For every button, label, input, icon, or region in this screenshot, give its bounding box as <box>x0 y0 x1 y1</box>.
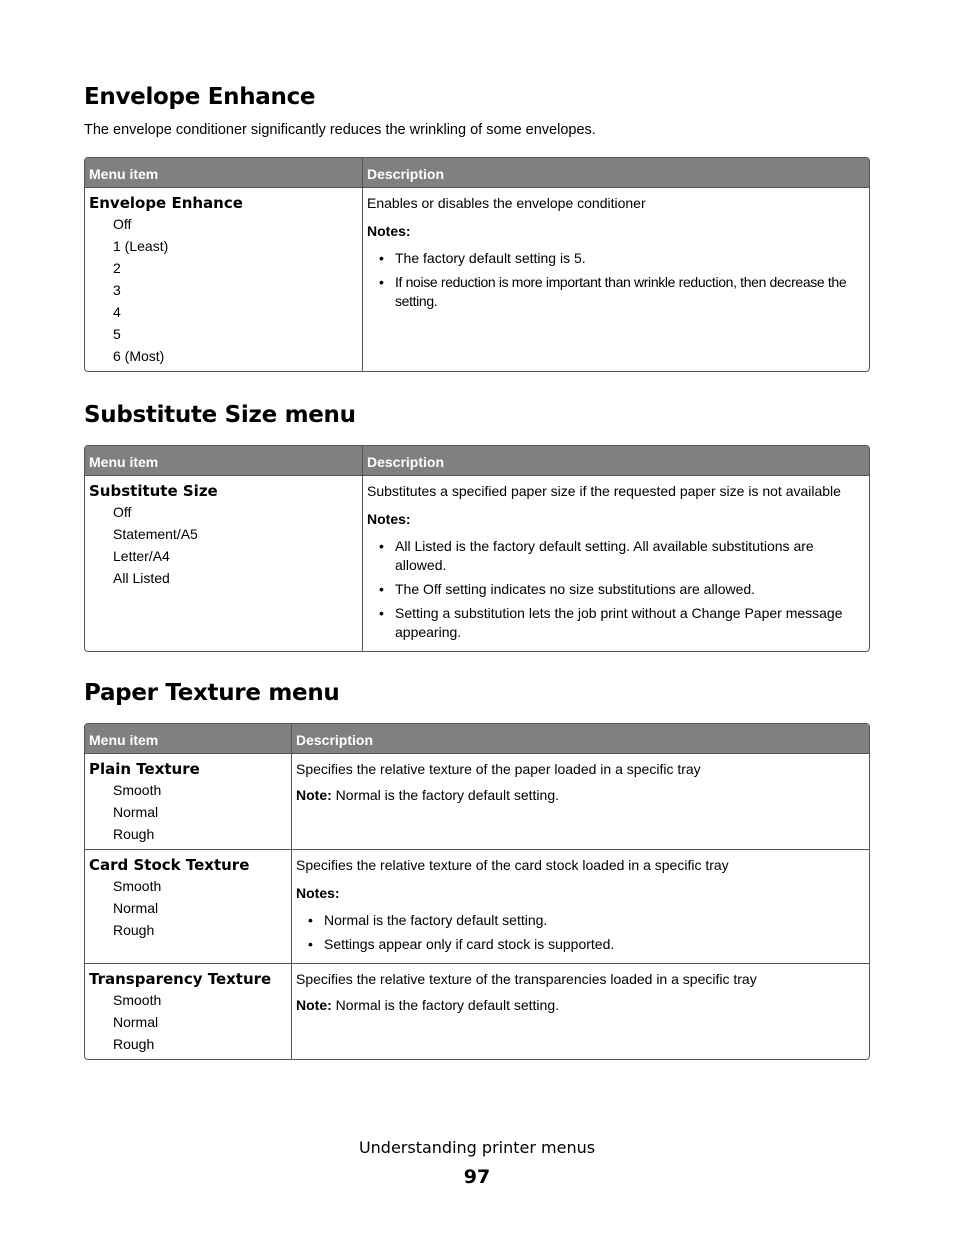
notes-list <box>367 537 865 642</box>
table-row <box>85 188 869 371</box>
menu-item-column-header: Menu item <box>85 158 362 188</box>
substitute-size-table <box>84 445 870 652</box>
notes-label: Notes: <box>367 511 411 527</box>
description-column-header: Description <box>362 158 869 188</box>
option-value: Smooth <box>113 992 162 1008</box>
option-value: All Listed <box>113 570 170 586</box>
table-header-row <box>85 446 869 476</box>
option-value: Rough <box>113 922 155 938</box>
description-text: Substitutes a specified paper size if the requested paper size is not available <box>367 483 841 499</box>
option-value: 2 <box>113 260 121 276</box>
note-item: • Settings appear only if card stock is supported. <box>324 935 865 954</box>
note-line <box>296 996 865 1014</box>
note-label: Note: <box>296 997 332 1013</box>
note-item: • The factory default setting is 5. <box>395 249 865 268</box>
menu-item-cell <box>85 849 291 963</box>
description-cell <box>291 754 869 849</box>
option-value: 3 <box>113 282 121 298</box>
paper-texture-table <box>84 723 870 1060</box>
option-value: Rough <box>113 1036 155 1052</box>
option-value: Normal <box>113 1014 159 1030</box>
table-row <box>85 963 869 1059</box>
description-cell <box>291 849 869 963</box>
description-column-header: Description <box>362 446 869 476</box>
menu-item-cell <box>85 188 362 371</box>
description-text: Specifies the relative texture of the transparencies loaded in a specific tray <box>296 971 757 987</box>
notes-list <box>296 911 865 954</box>
description-column-header: Description <box>291 724 869 754</box>
description-cell <box>291 963 869 1059</box>
option-value: Smooth <box>113 782 162 798</box>
option-value: Off <box>113 216 132 232</box>
option-value: Normal <box>113 900 159 916</box>
paper-texture-heading: Paper Texture menu <box>84 680 340 706</box>
menu-item-column-header: Menu item <box>85 724 291 754</box>
description-text: Specifies the relative texture of the paper loaded in a specific tray <box>296 761 701 777</box>
notes-label: Notes: <box>367 223 411 239</box>
substitute-size-heading: Substitute Size menu <box>84 402 356 428</box>
note-item: • The Off setting indicates no size substitutions are allowed. <box>395 580 865 599</box>
option-value: Letter/A4 <box>113 548 170 564</box>
menu-item-name: Envelope Enhance <box>89 194 243 212</box>
envelope-intro-text: The envelope conditioner significantly reduces the wrinkling of some envelopes. <box>84 122 596 138</box>
description-cell <box>362 476 869 651</box>
note-item: • Setting a substitution lets the job print without a Change Paper message appearing. <box>395 604 865 642</box>
option-value: Smooth <box>113 878 162 894</box>
notes-label: Notes: <box>296 885 340 901</box>
envelope-enhance-table <box>84 157 870 372</box>
table-row <box>85 754 869 849</box>
note-item: • If noise reduction is more important than wrinkle reduction, then decrease the setting. <box>395 273 865 311</box>
note-text: Normal is the factory default setting. <box>331 997 559 1013</box>
option-value: Rough <box>113 826 155 842</box>
note-item: • Normal is the factory default setting. <box>324 911 865 930</box>
notes-list <box>367 249 865 311</box>
menu-item-column-header: Menu item <box>85 446 362 476</box>
footer-title: Understanding printer menus <box>358 1138 596 1157</box>
menu-item-cell <box>85 476 362 651</box>
envelope-enhance-heading: Envelope Enhance <box>84 84 316 110</box>
menu-item-name: Plain Texture <box>89 760 200 778</box>
note-text: Normal is the factory default setting. <box>331 787 559 803</box>
table-row <box>85 476 869 651</box>
menu-item-name: Transparency Texture <box>89 970 272 988</box>
page-number: 97 <box>463 1166 491 1188</box>
description-cell <box>362 188 869 371</box>
menu-item-name: Card Stock Texture <box>89 856 250 874</box>
description-text: Specifies the relative texture of the card stock loaded in a specific tray <box>296 857 729 873</box>
description-text: Enables or disables the envelope conditioner <box>367 195 646 211</box>
option-value: 4 <box>113 304 121 320</box>
option-value: 1 (Least) <box>113 238 169 254</box>
table-header-row <box>85 158 869 188</box>
option-value: Normal <box>113 804 159 820</box>
table-header-row <box>85 724 869 754</box>
note-line <box>296 786 865 804</box>
menu-item-cell <box>85 963 291 1059</box>
note-label: Note: <box>296 787 332 803</box>
option-value: 5 <box>113 326 121 342</box>
menu-item-name: Substitute Size <box>89 482 218 500</box>
menu-item-cell <box>85 754 291 849</box>
option-value: 6 (Most) <box>113 348 165 364</box>
option-value: Statement/A5 <box>113 526 198 542</box>
note-item: • All Listed is the factory default setting. All available substitutions are allowed. <box>395 537 865 575</box>
table-row <box>85 849 869 963</box>
option-value: Off <box>113 504 132 520</box>
